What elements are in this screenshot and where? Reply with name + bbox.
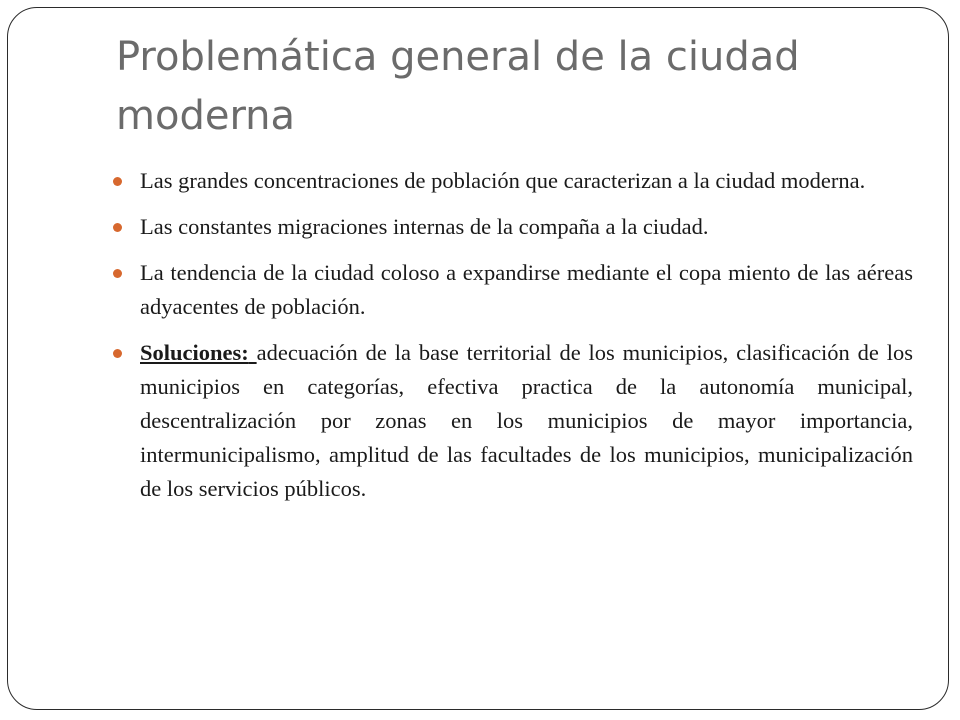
bullet-text: Las grandes concentraciones de población que caracterizan a la ciudad moderna. xyxy=(140,168,866,193)
slide-title: Problemática general de la ciudad moderna xyxy=(116,34,800,139)
slide-frame xyxy=(7,7,949,710)
bullet-item-soluciones xyxy=(113,336,913,506)
bullet-list xyxy=(113,164,913,518)
bullet-dot-icon xyxy=(113,177,122,186)
bullet-dot-icon xyxy=(113,349,122,358)
bullet-item xyxy=(113,256,913,324)
bullet-item xyxy=(113,164,913,198)
bullet-text: Las constantes migraciones internas de la compaña a la ciudad. xyxy=(140,214,709,239)
bullet-dot-icon xyxy=(113,223,122,232)
bullet-text: adecuación de la base territorial de los municipios, clasificación de los municipios en categorías, efectiva practica de la autonomía municipal, descentralización por zonas en los municipios de mayor importancia, intermunicipalismo, amplitud de las facultades de los municipios, municipalización de los servicios públicos. xyxy=(140,340,913,501)
bullet-text: La tendencia de la ciudad coloso a expandirse mediante el copa miento de las aéreas adyacentes de población. xyxy=(140,260,913,319)
bullet-item xyxy=(113,210,913,244)
soluciones-label: Soluciones: xyxy=(140,340,249,365)
bullet-dot-icon xyxy=(113,269,122,278)
